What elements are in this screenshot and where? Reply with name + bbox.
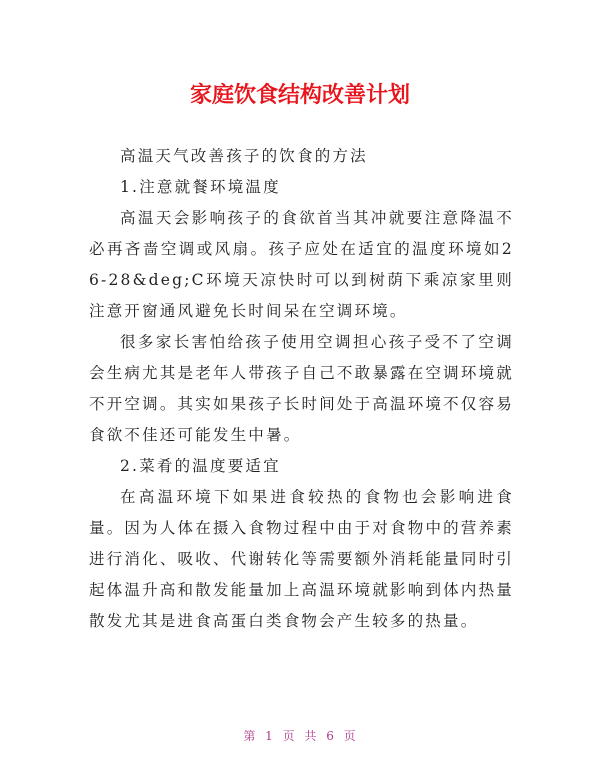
- section-heading-1: 1.注意就餐环境温度: [120, 178, 281, 196]
- document-title: 家庭饮食结构改善计划: [189, 83, 410, 108]
- paragraph-heading: 高温天气改善孩子的饮食的方法: [120, 147, 368, 165]
- section-heading-2: 2.菜肴的温度要适宜: [120, 457, 281, 475]
- paragraph: 在高温环境下如果进食较热的食物也会影响进食量。因为人体在摄入食物过程中由于对食物中的营养素进行消化、吸收、代谢转化等需要额外消耗能量同时引起体温升高和散发能量加上高温环境就影响到体内热量散发尤其是进食高蛋白类食物会产生较多的热量。: [89, 488, 514, 630]
- page-indicator: 第 1 页 共 6 页: [243, 729, 357, 743]
- paragraph: 很多家长害怕给孩子使用空调担心孩子受不了空调会生病尤其是老年人带孩子自己不敢暴露在空调环境就不开空调。其实如果孩子长时间处于高温环境不仅容易食欲不佳还可能发生中暑。: [89, 333, 514, 444]
- document-body: [89, 141, 514, 637]
- paragraph: 高温天会影响孩子的食欲首当其冲就要注意降温不必再吝啬空调或风扇。孩子应处在适宜的温度环境如26-28&deg;C环境天凉快时可以到树荫下乘凉家里则注意开窗通风避免长时间呆在空调环境。: [89, 209, 514, 320]
